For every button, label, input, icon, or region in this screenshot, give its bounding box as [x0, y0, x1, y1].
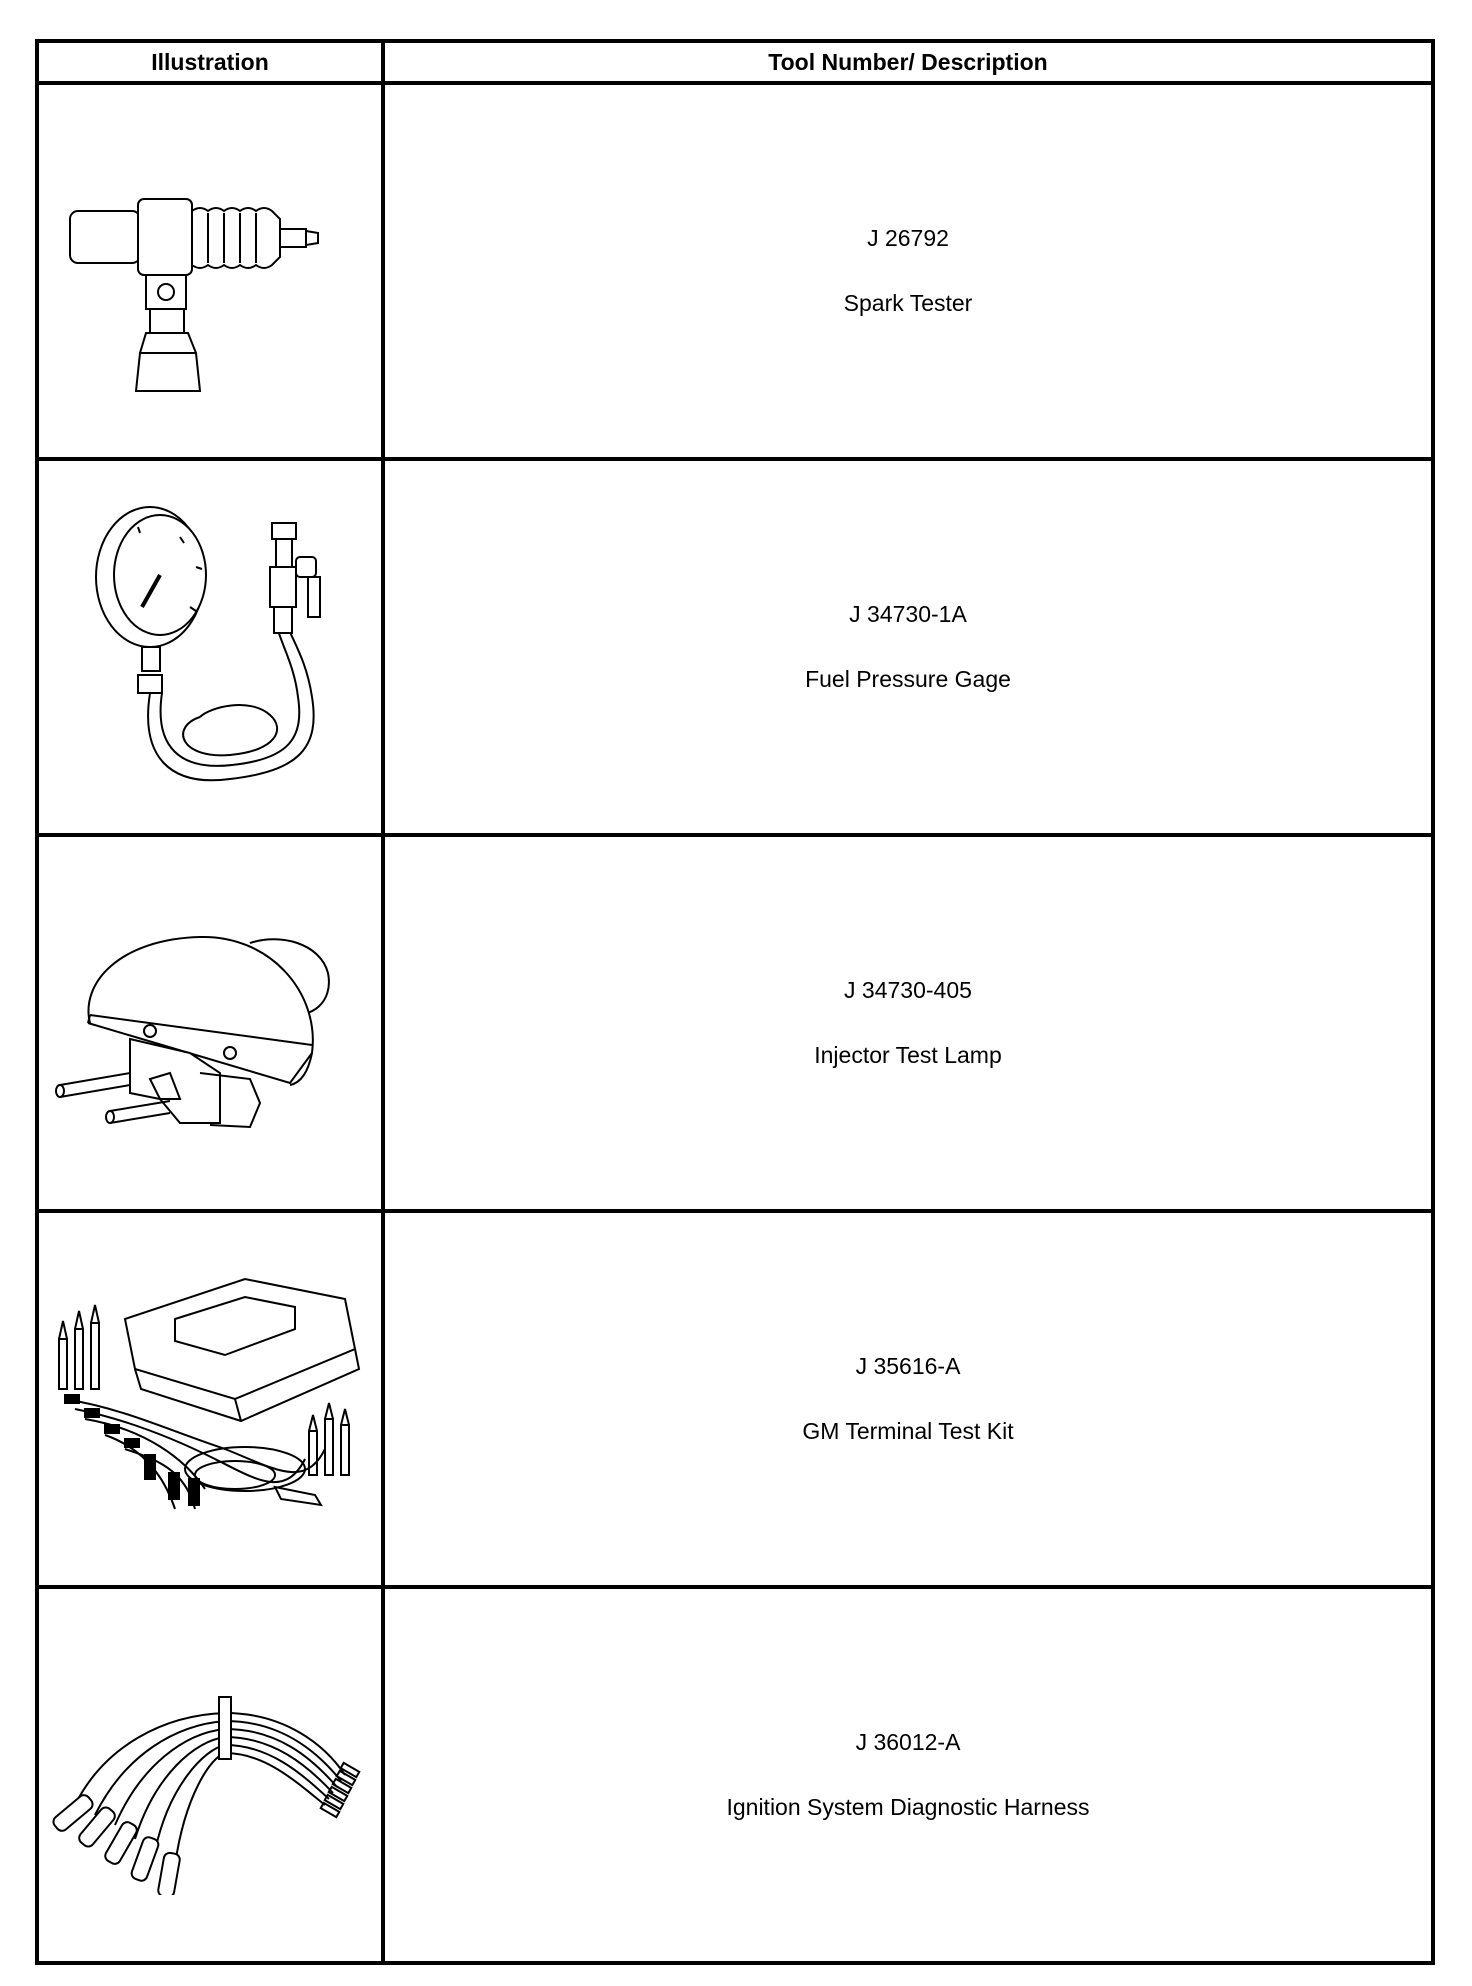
terminal-test-kit-illustration [45, 1259, 375, 1539]
diagnostic-harness-illustration [45, 1655, 375, 1895]
spark-tester-illustration [50, 141, 370, 401]
tool-info-cell [383, 1587, 1433, 1963]
illustration-cell [37, 835, 383, 1211]
tool-description: Spark Tester [843, 290, 973, 316]
tool-info-cell [383, 459, 1433, 835]
illustration-column-header: Illustration [37, 41, 383, 83]
tool-description: Injector Test Lamp [814, 1042, 1002, 1068]
illustration-cell [37, 1211, 383, 1587]
table-row [37, 1211, 1433, 1587]
tool-number: J 35616-A [855, 1353, 961, 1379]
injector-test-lamp-illustration [50, 903, 370, 1143]
tool-number: J 26792 [867, 225, 949, 251]
special-tools-table [35, 39, 1435, 1965]
tool-column-header: Tool Number/ Description [383, 41, 1433, 83]
table-row [37, 459, 1433, 835]
tool-description: Ignition System Diagnostic Harness [726, 1794, 1090, 1820]
tool-info-cell [383, 83, 1433, 459]
tool-description: GM Terminal Test Kit [802, 1418, 1014, 1444]
tool-info-cell [383, 1211, 1433, 1587]
fuel-pressure-gage-illustration [50, 497, 370, 797]
illustration-cell [37, 83, 383, 459]
illustration-cell [37, 459, 383, 835]
table-row [37, 1587, 1433, 1963]
table-row [37, 835, 1433, 1211]
table-row [37, 83, 1433, 459]
tool-info-cell [383, 835, 1433, 1211]
table-header-row [37, 41, 1433, 83]
tool-description: Fuel Pressure Gage [805, 666, 1011, 692]
tool-number: J 36012-A [855, 1729, 961, 1755]
tool-number: J 34730-1A [849, 601, 967, 627]
tool-number: J 34730-405 [844, 977, 972, 1003]
illustration-cell [37, 1587, 383, 1963]
